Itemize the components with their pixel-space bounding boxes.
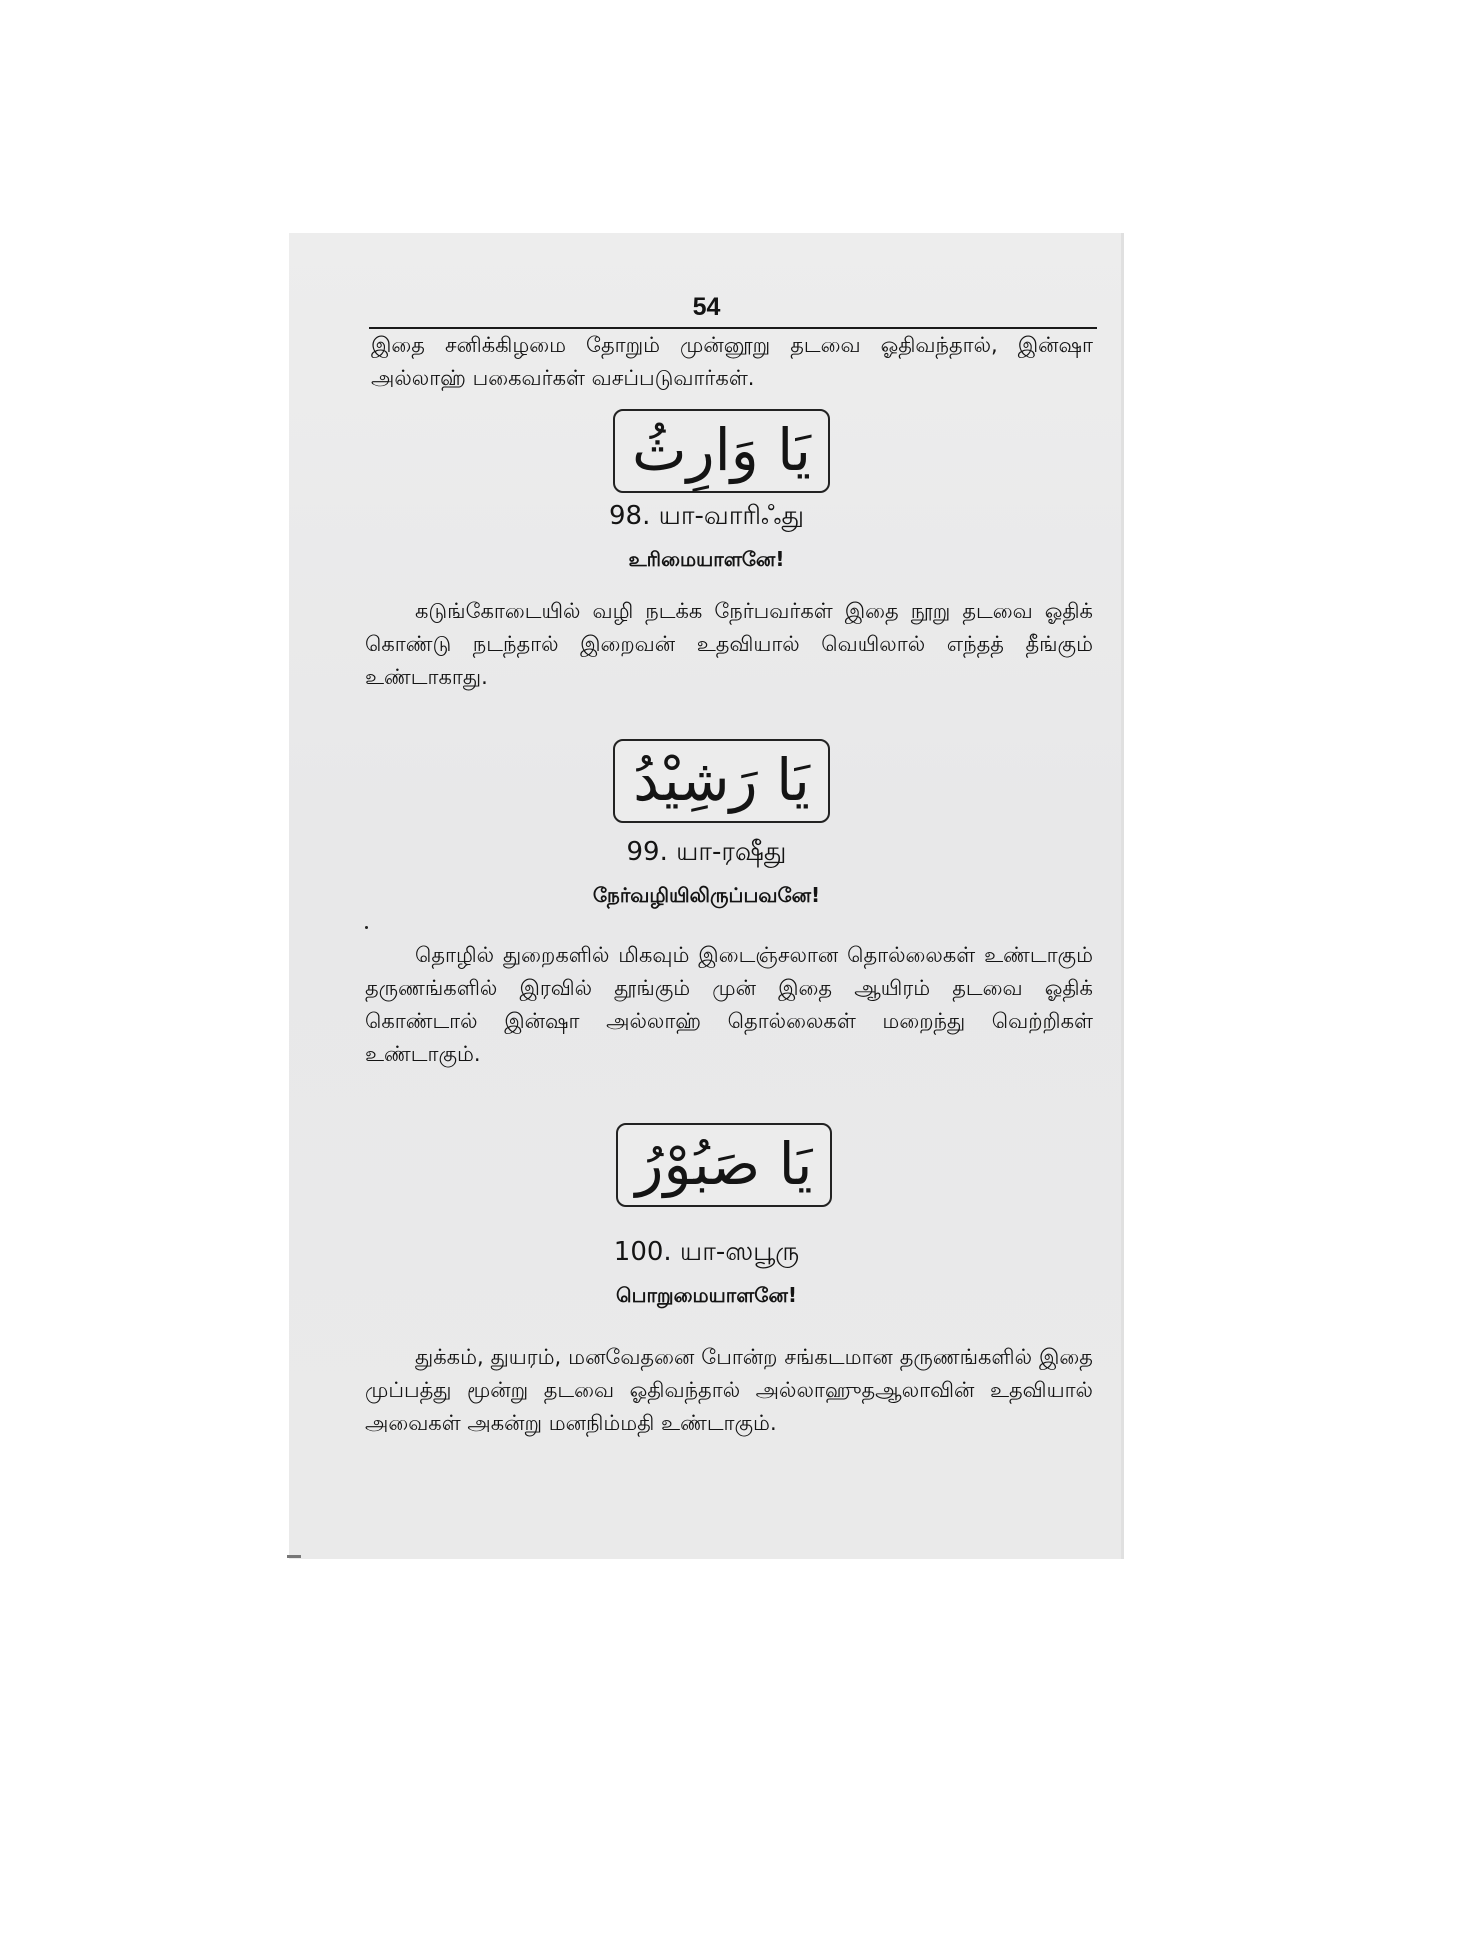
name-heading-99: 99. யா-ரஷீது	[626, 837, 787, 867]
scanned-book-page	[289, 233, 1124, 1559]
name-meaning-98: உரிமையாளனே!	[628, 547, 785, 571]
ink-speck	[365, 926, 368, 929]
description-98: கடுங்கோடையில் வழி நடக்க நேர்பவர்கள் இதை நூறு தடவை ஓதிக் கொண்டு நடந்தால் இறைவன் உதவியால் வெயிலால் எந்தத் தீங்கும் உண்டாகாது.	[365, 599, 1093, 689]
description-100: துக்கம், துயரம், மனவேதனை போன்ற சங்கடமான தருணங்களில் இதை முப்பத்து மூன்று தடவை ஓதிவந்தால் அல்லாஹுதஆலாவின் உதவியால் அவைகள் அகன்று மனநிம்மதி உண்டாகும்.	[365, 1345, 1093, 1435]
name-meaning-100: பொறுமையாளனே!	[616, 1283, 797, 1307]
arabic-name-box-99: يَا رَشِيْدُ	[613, 739, 830, 823]
page-number: 54	[692, 293, 721, 321]
name-heading-98: 98. யா-வாரிஃது	[609, 501, 804, 531]
arabic-name-box-98: يَا وَارِثُ	[613, 409, 830, 493]
name-meaning-99: நேர்வழியிலிருப்பவனே!	[592, 883, 821, 907]
name-heading-100: 100. யா-ஸபூரு	[613, 1237, 800, 1267]
scan-edge-mark	[287, 1555, 301, 1558]
intro-paragraph: இதை சனிக்கிழமை தோறும் முன்னூறு தடவை ஓதிவந்தால், இன்ஷா அல்லாஹ் பகைவர்கள் வசப்படுவார்கள்.	[371, 333, 1093, 390]
description-99: தொழில் துறைகளில் மிகவும் இடைஞ்சலான தொல்லைகள் உண்டாகும் தருணங்களில் இரவில் தூங்கும் முன் இதை ஆயிரம் தடவை ஓதிக் கொண்டால் இன்ஷா அல்லாஹ் தொல்லைகள் மறைந்து வெற்றிகள் உண்டாகும்.	[365, 943, 1093, 1066]
arabic-name-box-100: يَا صَبُوْرُ	[616, 1123, 832, 1207]
